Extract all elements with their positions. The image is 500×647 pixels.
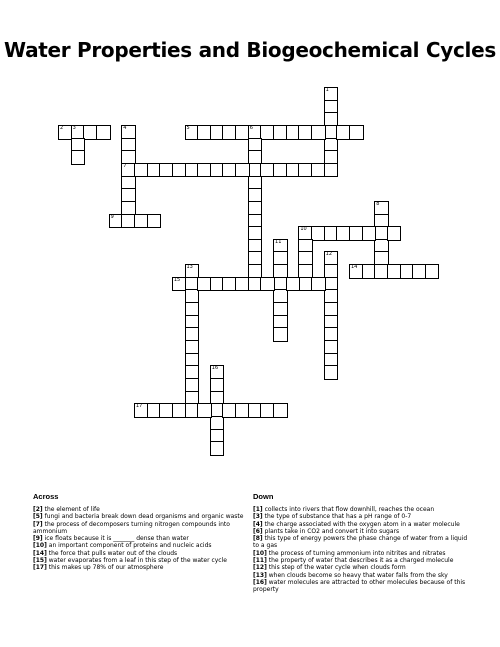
grid-cell[interactable] — [362, 226, 377, 241]
clue-number: 9 — [110, 213, 114, 220]
grid-cell[interactable] — [172, 277, 187, 292]
clue-number: 10 — [300, 226, 307, 233]
clue-number: 1 — [325, 87, 329, 93]
across-clue: [17] this makes up 78% of our atmosphere — [33, 564, 164, 572]
grid-cell[interactable] — [324, 365, 339, 380]
grid-cell[interactable] — [387, 226, 402, 241]
down-clue: [8] this type of energy powers the phase change of water from a liquid to a gas — [253, 535, 468, 550]
down-clue: [11] the property of water that describes it as a charged molecule — [253, 557, 454, 565]
across-clue: [15] water evaporates from a leaf in this step of the water cycle — [33, 557, 227, 565]
across-clue: [14] the force that pulls water out of the clouds — [33, 549, 178, 557]
clue-number: 14 — [350, 264, 358, 271]
grid-cell[interactable] — [147, 214, 162, 229]
across-clue: [5] fungi and bacteria break down dead organisms and organic waste — [33, 513, 244, 521]
clue-number: 8 — [376, 200, 380, 207]
grid-cell[interactable] — [324, 163, 339, 178]
grid-cell[interactable] — [71, 150, 86, 165]
grid-cell[interactable] — [349, 125, 364, 140]
clue-number: 5 — [186, 124, 190, 131]
down-clue: [1] collects into rivers that flow downhill, reaches the ocean — [253, 506, 435, 513]
grid-cell[interactable] — [273, 327, 288, 342]
clue-number: 6 — [249, 124, 253, 131]
grid-cell[interactable] — [197, 403, 212, 418]
clue-number: 13 — [186, 264, 193, 271]
down-clue-list — [253, 506, 468, 594]
grid-cell[interactable] — [273, 403, 288, 418]
down-heading: Down — [253, 492, 274, 501]
down-clue: [6] plants take in CO2 and convert it into sugars — [253, 527, 400, 535]
across-clue: [9] ice floats because it is _______ dense than water — [33, 535, 189, 543]
grid-cell[interactable] — [210, 441, 225, 456]
across-clue-list — [33, 506, 245, 572]
clue-number: 2 — [60, 124, 64, 131]
clue-number: 7 — [123, 162, 127, 169]
down-clue: [13] when clouds become so heavy that water falls from the sky — [253, 571, 448, 579]
grid-cell[interactable] — [96, 125, 111, 140]
grid-cell[interactable] — [235, 163, 250, 178]
clue-number: 11 — [275, 238, 282, 245]
page-title: Water Properties and Biogeochemical Cycles — [4, 38, 496, 62]
clue-number: 15 — [173, 276, 181, 283]
grid-cell[interactable] — [425, 264, 440, 279]
grid-cell[interactable] — [172, 403, 187, 418]
grid-cell[interactable] — [311, 277, 326, 292]
across-clue: [2] the element of life — [33, 506, 100, 513]
down-clue: [4] the charge associated with the oxygen atom in a water molecule — [253, 520, 460, 528]
grid-cell[interactable] — [260, 277, 275, 292]
across-clue: [7] the process of decomposers turning nitrogen compounds into ammonium — [33, 520, 230, 535]
across-clue: [10] an important component of proteins and nucleic acids — [33, 542, 212, 550]
down-clue: [10] the process of turning ammonium into nitrites and nitrates — [253, 549, 446, 557]
clue-number: 12 — [325, 251, 333, 258]
down-clue: [16] water molecules are attracted to other molecules because of this property — [253, 578, 466, 594]
grid-cell[interactable] — [286, 277, 301, 292]
clue-number: 17 — [135, 403, 143, 410]
down-clue: [12] this step of the water cycle when clouds form — [253, 564, 406, 572]
clue-number: 4 — [123, 124, 127, 131]
grid-cell[interactable] — [311, 125, 326, 140]
across-heading: Across — [33, 492, 59, 501]
down-clue: [3] the type of substance that has a pH range of 0-7 — [253, 513, 412, 521]
clue-number: 16 — [211, 365, 219, 372]
clue-number: 3 — [72, 124, 76, 131]
